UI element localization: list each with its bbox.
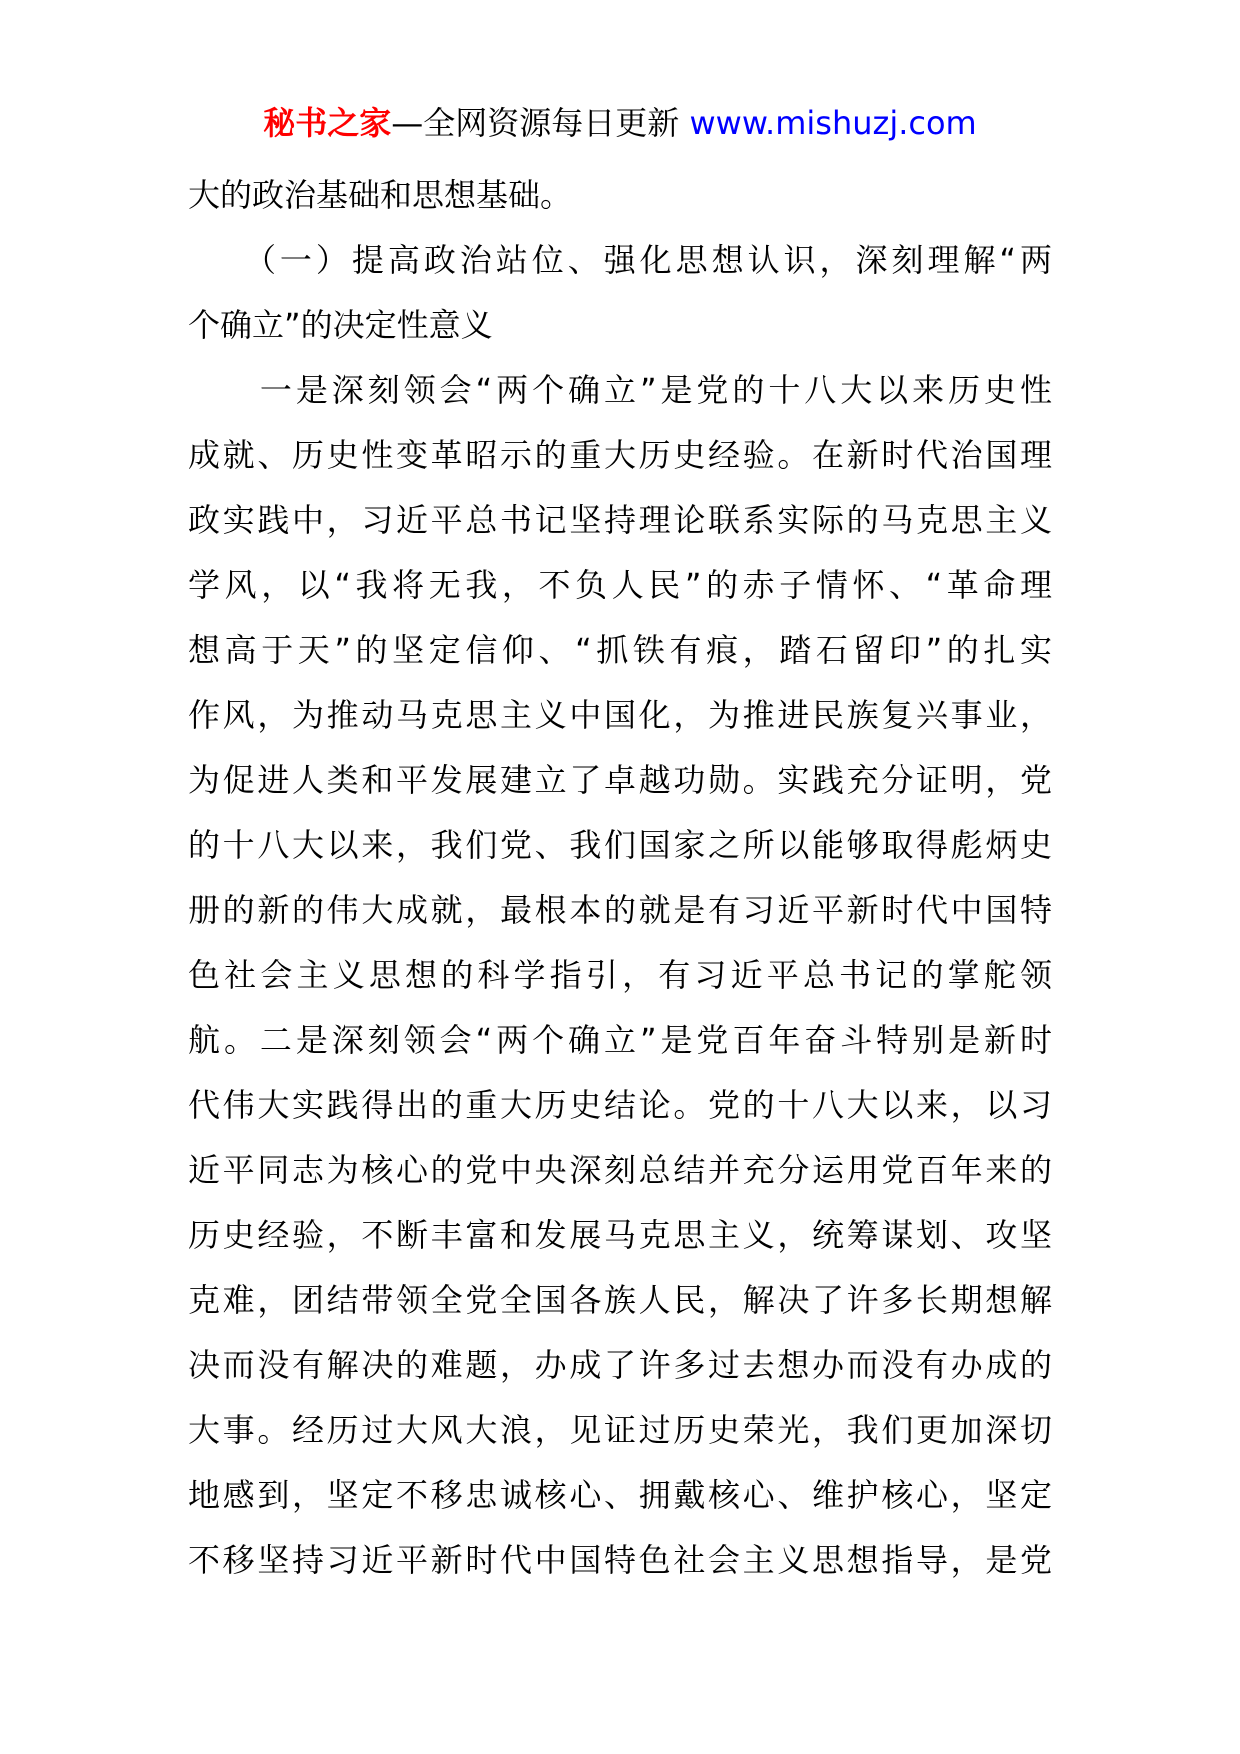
section-heading-line: （一）提高政治站位、强化思想认识，深刻理解“两 (188, 241, 1052, 279)
text-line: 大事。经历过大风大浪，见证过历史荣光，我们更加深切 (188, 1411, 1052, 1449)
text-line: 地感到，坚定不移忠诚核心、拥戴核心、维护核心，坚定 (188, 1476, 1052, 1514)
site-tagline: —全网资源每日更新 (391, 104, 690, 142)
section-heading-line: 个确立”的决定性意义 (188, 306, 493, 344)
text-line: 成就、历史性变革昭示的重大历史经验。在新时代治国理 (188, 436, 1052, 474)
text-line: 代伟大实践得出的重大历史结论。党的十八大以来，以习 (188, 1086, 1052, 1124)
text-line: 克难，团结带领全党全国各族人民，解决了许多长期想解 (188, 1281, 1052, 1319)
text-line: 政实践中，习近平总书记坚持理论联系实际的马克思主义 (188, 501, 1052, 539)
text-line: 大的政治基础和思想基础。 (188, 176, 573, 214)
text-line: 不移坚持习近平新时代中国特色社会主义思想指导，是党 (188, 1541, 1052, 1579)
site-url-link[interactable]: www.mishuzj.com (689, 104, 977, 142)
text-line: 决而没有解决的难题，办成了许多过去想办而没有办成的 (188, 1346, 1052, 1384)
text-line: 色社会主义思想的科学指引，有习近平总书记的掌舵领 (188, 956, 1052, 994)
text-line: 航。二是深刻领会“两个确立”是党百年奋斗特别是新时 (188, 1021, 1052, 1059)
document-body (188, 163, 1052, 1593)
text-line: 作风，为推动马克思主义中国化，为推进民族复兴事业， (188, 696, 1052, 734)
text-line: 为促进人类和平发展建立了卓越功勋。实践充分证明，党 (188, 761, 1052, 799)
text-line: 册的新的伟大成就，最根本的就是有习近平新时代中国特 (188, 891, 1052, 929)
site-header (0, 98, 1240, 148)
text-line: 想高于天”的坚定信仰、“抓铁有痕，踏石留印”的扎实 (188, 631, 1052, 669)
site-brand-name: 秘书之家 (263, 104, 392, 142)
text-line: 近平同志为核心的党中央深刻总结并充分运用党百年来的 (188, 1151, 1052, 1189)
text-line: 学风，以“我将无我，不负人民”的赤子情怀、“革命理 (188, 566, 1052, 604)
text-line: 历史经验，不断丰富和发展马克思主义，统筹谋划、攻坚 (188, 1216, 1052, 1254)
text-line: 一是深刻领会“两个确立”是党的十八大以来历史性 (188, 371, 1052, 409)
text-line: 的十八大以来，我们党、我们国家之所以能够取得彪炳史 (188, 826, 1052, 864)
